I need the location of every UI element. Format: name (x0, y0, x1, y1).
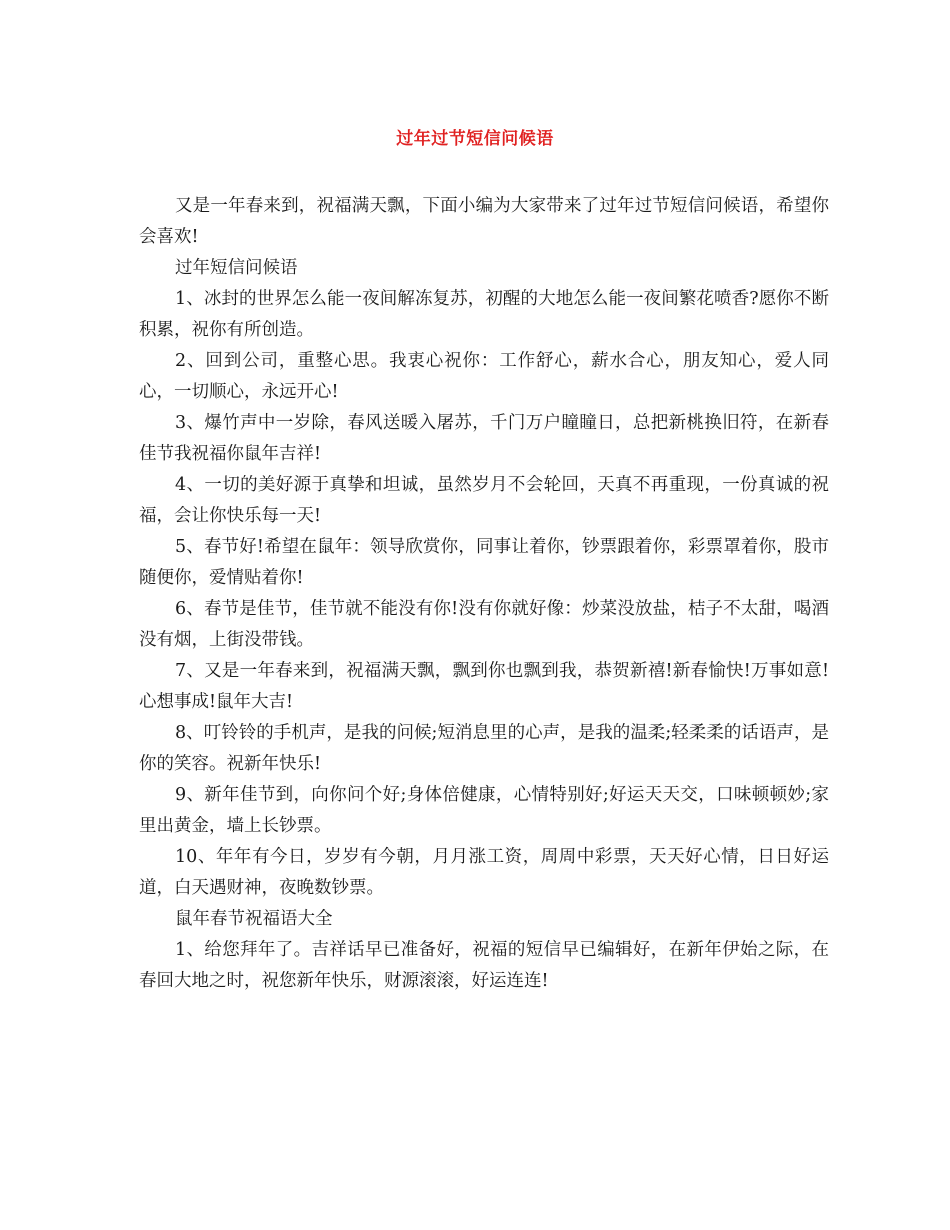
document-title: 过年过节短信问候语 (396, 129, 554, 149)
document-body (139, 191, 829, 997)
list-item: 8、叮铃铃的手机声，是我的问候;短消息里的心声，是我的温柔;轻柔柔的话语声，是你的笑容。祝新年快乐! (139, 723, 829, 774)
list-item: 1、给您拜年了。吉祥话早已准备好，祝福的短信早已编辑好，在新年伊始之际，在春回大地之时，祝您新年快乐，财源滚滚，好运连连! (139, 940, 829, 991)
list-item: 2、回到公司，重整心思。我衷心祝你：工作舒心，薪水合心，朋友知心，爱人同心，一切顺心，永远开心! (139, 351, 829, 402)
list-item: 3、爆竹声中一岁除，春风送暖入屠苏，千门万户瞳瞳日，总把新桃换旧符，在新春佳节我祝福你鼠年吉祥! (139, 413, 829, 464)
list-item: 4、一切的美好源于真挚和坦诚，虽然岁月不会轮回，天真不再重现，一份真诚的祝福，会让你快乐每一天! (139, 475, 829, 526)
list-item: 10、年年有今日，岁岁有今朝，月月涨工资，周周中彩票，天天好心情，日日好运道，白天遇财神，夜晚数钞票。 (139, 847, 829, 898)
list-item: 9、新年佳节到，向你问个好;身体倍健康，心情特别好;好运天天交，口味顿顿妙;家里出黄金，墙上长钞票。 (139, 785, 829, 836)
intro-paragraph: 又是一年春来到，祝福满天飘，下面小编为大家带来了过年过节短信问候语，希望你会喜欢! (139, 196, 829, 247)
section-heading: 鼠年春节祝福语大全 (175, 909, 333, 929)
list-item: 5、春节好!希望在鼠年：领导欣赏你，同事让着你，钞票跟着你，彩票罩着你，股市随便你，爱情贴着你! (139, 537, 829, 588)
list-item: 6、春节是佳节，佳节就不能没有你!没有你就好像：炒菜没放盐，桔子不太甜，喝酒没有烟，上街没带钱。 (139, 599, 829, 650)
section-heading: 过年短信问候语 (175, 258, 298, 278)
list-item: 7、又是一年春来到，祝福满天飘，飘到你也飘到我，恭贺新禧!新春愉快!万事如意!心想事成!鼠年大吉! (139, 661, 829, 712)
list-item: 1、冰封的世界怎么能一夜间解冻复苏，初醒的大地怎么能一夜间繁花喷香?愿你不断积累，祝你有所创造。 (139, 289, 829, 340)
